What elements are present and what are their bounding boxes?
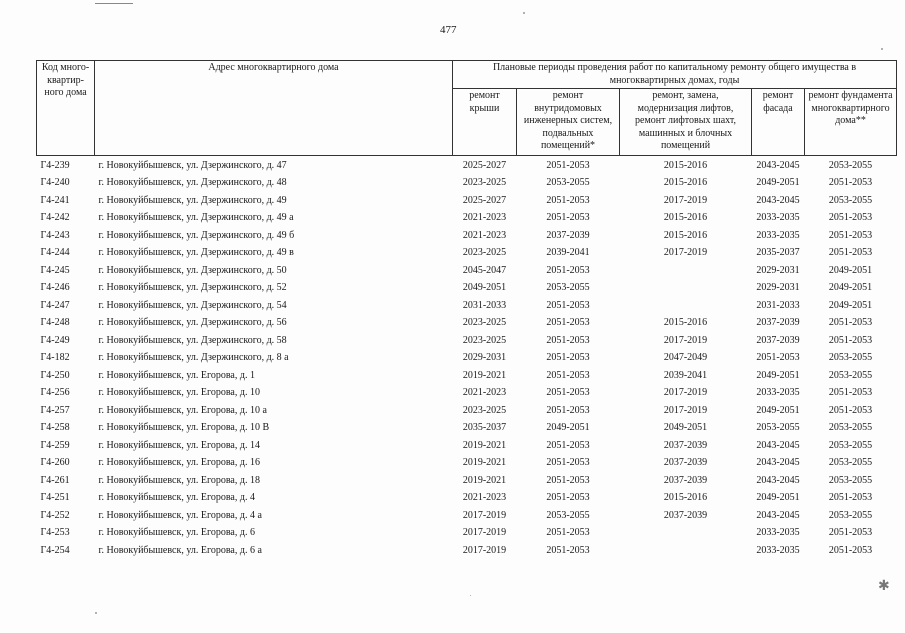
cell-code: Г4-246 [40,282,70,293]
scan-speck [523,12,525,14]
cell-facade: 2043-2045 [756,439,800,451]
cell-facade: 2043-2045 [756,159,800,171]
cell-code: Г4-252 [40,509,70,521]
cell-elevators: 2015-2016 [663,229,708,241]
cell-address: г. Новокуйбышевск, ул. Дзержинского, д. 56 [98,317,287,328]
cell-foundation: 2053-2055 [828,159,873,171]
cell-address: г. Новокуйбышевск, ул. Дзержинского, д. 49 в [98,247,294,258]
cell-foundation: 2053-2055 [828,474,873,486]
cell-internal-systems: 2051-2053 [546,369,590,381]
cell-roof: 2019-2021 [462,439,507,451]
table-row [37,192,897,210]
cell-foundation: 2053-2055 [828,509,873,521]
cell-foundation: 2051-2053 [828,544,873,556]
cell-internal-systems: 2051-2053 [546,544,590,556]
cell-elevators [620,542,752,560]
cell-code: Г4-257 [40,404,70,416]
cell-address: г. Новокуйбышевск, ул. Егорова, д. 6 [98,527,255,538]
cell-facade: 2029-2031 [756,282,800,293]
cell-internal-systems: 2051-2053 [546,474,590,486]
cell-internal-systems: 2053-2055 [546,177,590,188]
cell-internal-systems: 2037-2039 [546,229,590,241]
header-foundation: ремонт фундамента многоквартирного дома** [805,89,897,156]
cell-elevators: 2017-2019 [663,194,708,206]
cell-address: г. Новокуйбышевск, ул. Егорова, д. 1 [98,369,255,381]
table-row [37,385,897,403]
cell-address: г. Новокуйбышевск, ул. Дзержинского, д. 49 а [98,212,294,223]
table-row [37,525,897,543]
cell-internal-systems: 2051-2053 [546,194,590,206]
table-row [37,156,897,175]
table-row [37,420,897,438]
table-row [37,402,897,420]
cell-address: г. Новокуйбышевск, ул. Дзержинского, д. 47 [98,159,287,171]
cell-facade: 2029-2031 [756,264,800,276]
cell-foundation: 2051-2053 [828,492,873,503]
cell-facade: 2037-2039 [756,334,800,346]
cell-roof: 2017-2019 [462,527,507,538]
table-row [37,315,897,333]
cell-address: г. Новокуйбышевск, ул. Егорова, д. 14 [98,439,260,451]
cell-internal-systems: 2051-2053 [546,492,590,503]
header-code: Код много-квартир-ного дома [37,61,95,156]
cell-foundation: 2051-2053 [828,212,873,223]
cell-code: Г4-251 [40,492,70,503]
cell-address: г. Новокуйбышевск, ул. Егорова, д. 4 а [98,509,262,521]
cell-elevators: 2047-2049 [663,352,708,363]
cell-foundation: 2053-2055 [828,422,873,433]
cell-foundation: 2051-2053 [828,404,873,416]
cell-internal-systems: 2039-2041 [546,247,590,258]
cell-code: Г4-240 [40,177,70,188]
cell-roof: 2021-2023 [462,229,507,241]
cell-foundation: 2051-2053 [828,247,873,258]
cell-internal-systems: 2051-2053 [546,317,590,328]
cell-internal-systems: 2051-2053 [546,527,590,538]
cell-internal-systems: 2051-2053 [546,159,590,171]
cell-elevators: 2017-2019 [663,387,708,398]
table-row [37,455,897,473]
cell-roof: 2025-2027 [462,159,507,171]
cell-roof: 2019-2021 [462,369,507,381]
cell-facade: 2049-2051 [756,404,800,416]
cell-address: г. Новокуйбышевск, ул. Егорова, д. 10 а [98,404,267,416]
cell-internal-systems: 2053-2055 [546,509,590,521]
cell-roof: 2023-2025 [462,334,507,346]
cell-internal-systems: 2051-2053 [546,334,590,346]
cell-code: Г4-248 [40,317,70,328]
cell-code: Г4-258 [40,422,70,433]
scan-speck [470,595,471,596]
cell-internal-systems: 2051-2053 [546,212,590,223]
cell-code: Г4-261 [40,474,70,486]
cell-facade: 2049-2051 [756,492,800,503]
header-facade: ремонт фасада [752,89,805,156]
cell-roof: 2021-2023 [462,492,507,503]
header-internal-systems: ремонт внутридомовых инженерных систем, подвальных помещений* [517,89,620,156]
page-number: 477 [440,24,457,36]
cell-elevators [620,262,752,280]
cell-roof: 2021-2023 [462,387,507,398]
cell-roof: 2019-2021 [462,457,507,468]
cell-code: Г4-253 [40,527,70,538]
table-row [37,332,897,350]
cell-roof: 2023-2025 [462,177,507,188]
cell-elevators: 2037-2039 [663,509,708,521]
cell-elevators: 2037-2039 [663,457,708,468]
cell-elevators: 2015-2016 [663,492,708,503]
header-roof: ремонт крыши [453,89,517,156]
cell-facade: 2033-2035 [756,527,800,538]
cell-elevators: 2015-2016 [663,212,708,223]
capital-repair-table [36,60,897,560]
cell-roof: 2045-2047 [462,264,507,276]
cell-elevators: 2017-2019 [663,334,708,346]
cell-address: г. Новокуйбышевск, ул. Дзержинского, д. 8 а [98,352,289,363]
cell-address: г. Новокуйбышевск, ул. Егорова, д. 6 а [98,544,262,556]
cell-foundation: 2049-2051 [828,264,873,276]
header-address: Адрес многоквартирного дома [95,61,453,156]
cell-facade: 2037-2039 [756,317,800,328]
cell-address: г. Новокуйбышевск, ул. Егорова, д. 10 В [98,422,270,433]
header-elevators: ремонт, замена, модернизация лифтов, ремонт лифтовых шахт, машинных и блочных помещений [620,89,752,156]
cell-address: г. Новокуйбышевск, ул. Дзержинского, д. 54 [98,299,287,311]
cell-elevators: 2015-2016 [663,159,708,171]
cell-code: Г4-259 [40,439,70,451]
cell-address: г. Новокуйбышевск, ул. Дзержинского, д. 49 б [98,229,295,241]
cell-facade: 2043-2045 [756,194,800,206]
cell-roof: 2017-2019 [462,509,507,521]
cell-foundation: 2051-2053 [828,334,873,346]
cell-facade: 2043-2045 [756,509,800,521]
cell-foundation: 2051-2053 [828,229,873,241]
cell-code: Г4-260 [40,457,70,468]
cell-roof: 2025-2027 [462,194,507,206]
cell-facade: 2053-2055 [756,422,800,433]
cell-code: Г4-247 [40,299,70,311]
table-row [37,437,897,455]
header-row-1 [37,61,897,89]
cell-elevators [620,297,752,315]
cell-roof: 2023-2025 [462,317,507,328]
cell-foundation: 2053-2055 [828,439,873,451]
cell-elevators [620,525,752,543]
cell-code: Г4-249 [40,334,70,346]
cell-code: Г4-242 [40,212,70,223]
table-row [37,262,897,280]
cell-code: Г4-245 [40,264,70,276]
table-row [37,245,897,263]
cell-foundation: 2053-2055 [828,457,873,468]
cell-facade: 2033-2035 [756,229,800,241]
cell-address: г. Новокуйбышевск, ул. Егорова, д. 18 [98,474,260,486]
cell-facade: 2049-2051 [756,369,800,381]
cell-internal-systems: 2051-2053 [546,457,590,468]
cell-roof: 2049-2051 [462,282,507,293]
cell-roof: 2023-2025 [462,247,507,258]
table-row [37,210,897,228]
cell-facade: 2033-2035 [756,212,800,223]
cell-address: г. Новокуйбышевск, ул. Дзержинского, д. 58 [98,334,287,346]
scan-speck [95,612,97,614]
cell-facade: 2031-2033 [756,299,800,311]
cell-code: Г4-244 [40,247,70,258]
table-row [37,350,897,368]
cell-roof: 2029-2031 [462,352,507,363]
cell-foundation: 2053-2055 [828,194,873,206]
cell-code: Г4-250 [40,369,70,381]
table-row [37,367,897,385]
cell-foundation: 2053-2055 [828,352,873,363]
cell-facade: 2051-2053 [756,352,800,363]
cell-code: Г4-256 [40,387,70,398]
cell-code: Г4-239 [40,159,70,171]
header-periods-group: Плановые периоды проведения работ по капитальному ремонту общего имущества в многоквартирных домах, годы [453,61,897,89]
cell-roof: 2019-2021 [462,474,507,486]
cell-elevators: 2017-2019 [663,404,708,416]
table-row [37,507,897,525]
cell-internal-systems: 2049-2051 [546,422,590,433]
cell-internal-systems: 2051-2053 [546,264,590,276]
cell-code: Г4-241 [40,194,70,206]
cell-address: г. Новокуйбышевск, ул. Дзержинского, д. 48 [98,177,287,188]
cell-elevators: 2049-2051 [663,422,708,433]
cell-internal-systems: 2051-2053 [546,404,590,416]
cell-roof: 2023-2025 [462,404,507,416]
cell-roof: 2035-2037 [462,422,507,433]
cell-address: г. Новокуйбышевск, ул. Дзержинского, д. 49 [98,194,287,206]
cell-foundation: 2049-2051 [828,282,873,293]
cell-foundation: 2051-2053 [828,387,873,398]
table-row [37,542,897,560]
table-row [37,490,897,508]
cell-code: Г4-243 [40,229,70,241]
cell-elevators: 2015-2016 [663,177,708,188]
cell-elevators: 2037-2039 [663,439,708,451]
table-body [37,156,897,560]
cell-facade: 2035-2037 [756,247,800,258]
cell-facade: 2033-2035 [756,544,800,556]
cell-internal-systems: 2051-2053 [546,352,590,363]
cell-roof: 2017-2019 [462,544,507,556]
table-row [37,280,897,298]
cell-foundation: 2051-2053 [828,527,873,538]
cell-facade: 2049-2051 [756,177,800,188]
cell-address: г. Новокуйбышевск, ул. Дзержинского, д. 52 [98,282,287,293]
scan-corner-mark-icon: ✱ [878,578,890,594]
table-row [37,472,897,490]
cell-foundation: 2051-2053 [828,317,873,328]
cell-internal-systems: 2051-2053 [546,439,590,451]
scan-speck [881,48,883,50]
cell-elevators: 2037-2039 [663,474,708,486]
table-row [37,175,897,193]
cell-roof: 2031-2033 [462,299,507,311]
cell-elevators [620,280,752,298]
cell-elevators: 2039-2041 [663,369,708,381]
table-row [37,227,897,245]
cell-code: Г4-254 [40,544,70,556]
cell-facade: 2043-2045 [756,457,800,468]
cell-elevators: 2015-2016 [663,317,708,328]
table-row [37,297,897,315]
cell-facade: 2033-2035 [756,387,800,398]
cell-foundation: 2053-2055 [828,369,873,381]
cell-address: г. Новокуйбышевск, ул. Егорова, д. 4 [98,492,255,503]
cell-facade: 2043-2045 [756,474,800,486]
cell-internal-systems: 2051-2053 [546,299,590,311]
cell-elevators: 2017-2019 [663,247,708,258]
scan-artifact-line [95,3,133,4]
cell-address: г. Новокуйбышевск, ул. Егорова, д. 10 [98,387,260,398]
cell-code: Г4-182 [40,352,70,363]
cell-roof: 2021-2023 [462,212,507,223]
cell-address: г. Новокуйбышевск, ул. Дзержинского, д. 50 [98,264,287,276]
cell-foundation: 2051-2053 [828,177,873,188]
cell-address: г. Новокуйбышевск, ул. Егорова, д. 16 [98,457,260,468]
cell-foundation: 2049-2051 [828,299,873,311]
cell-internal-systems: 2053-2055 [546,282,590,293]
cell-internal-systems: 2051-2053 [546,387,590,398]
